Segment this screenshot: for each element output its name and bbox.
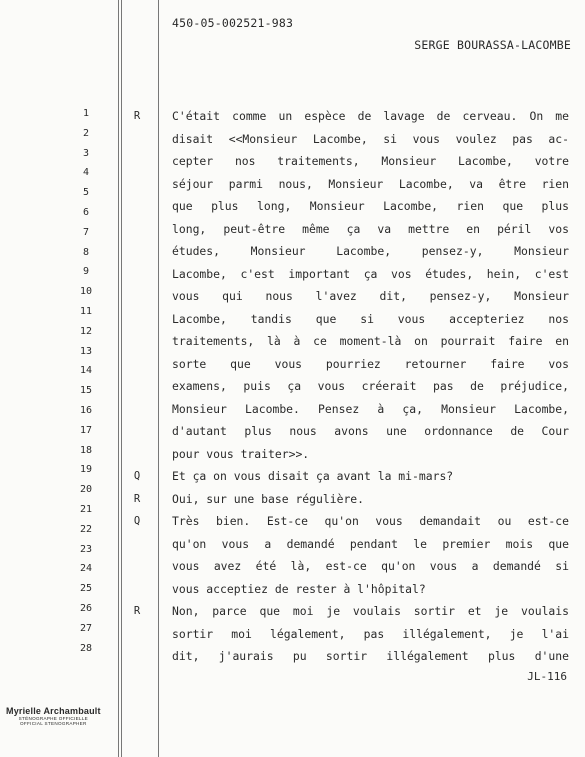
transcript-line: que plus long, Monsieur Lacombe, rien que plus: [172, 199, 569, 213]
line-number: 26: [79, 603, 93, 614]
transcript-line: études, Monsieur Lacombe, pensez-y, Monsieur: [172, 244, 569, 258]
line-number: 25: [79, 583, 93, 595]
transcript-line: Et ça on vous disait ça avant la mi-mars?: [172, 469, 454, 483]
transcript-line: Lacombe, tandis que si vous accepteriez nos: [172, 311, 569, 326]
transcript-line: vous avez été là, est-ce qu'on vous a demandé si: [172, 559, 569, 573]
speaker-marker: Q: [133, 470, 141, 482]
speaker-marker: R: [133, 110, 141, 122]
line-number: 9: [82, 266, 90, 278]
line-number: 5: [82, 187, 90, 199]
line-number: 18: [79, 444, 93, 456]
transcript-line: sorte que vous pourriez retourner faire vos: [172, 356, 569, 371]
line-number: 12: [79, 325, 93, 337]
line-number: 27: [79, 622, 93, 634]
transcript-line: Oui, sur une base régulière.: [172, 491, 365, 506]
line-number: 7: [82, 226, 90, 238]
transcript-line: Monsieur Lacombe. Pensez à ça, Monsieur Lacombe,: [172, 401, 569, 416]
speaker-marker: Q: [133, 515, 141, 527]
margin-rule: [158, 0, 159, 757]
line-number: 20: [79, 484, 93, 496]
line-number: 22: [79, 523, 93, 535]
file-number: 450-05-002521-983: [172, 16, 294, 30]
transcript-line: vous acceptiez de rester à l'hôpital?: [172, 581, 426, 596]
page-code: JL-116: [527, 670, 567, 683]
transcript-line: examens, puis ça vous créerait pas de préjudice,: [172, 379, 569, 393]
stenographer-name: Myrielle Archambault: [6, 706, 101, 716]
transcript-line: traitements, là à ce moment-là on pourrait faire en: [172, 334, 569, 348]
transcript-line: C'était comme un espèce de lavage de cerveau. On me: [172, 109, 569, 123]
line-number: 24: [79, 563, 93, 575]
line-number: 1: [82, 108, 90, 119]
transcript-line: séjour parmi nous, Monsieur Lacombe, va être rien: [172, 176, 569, 191]
line-number: 21: [79, 504, 93, 515]
transcript-line: pour vous traiter>>.: [172, 446, 310, 461]
transcript-line: d'autant plus nous avons une ordonnance de Cour: [172, 424, 569, 438]
line-number: 19: [79, 464, 93, 476]
stenographer-title-fr: STÉNOGRAPHE OFFICIELLE: [18, 716, 89, 721]
line-number: 4: [82, 167, 90, 179]
transcript-line: qu'on vous a demandé pendant le premier mois que: [172, 536, 569, 551]
line-number: 8: [82, 246, 90, 258]
transcript-line: Non, parce que moi je voulais sortir et je voulais: [172, 604, 569, 618]
line-number: 17: [79, 424, 93, 436]
line-number: 2: [82, 127, 90, 139]
line-number: 13: [79, 345, 93, 357]
line-number: 3: [82, 147, 90, 159]
line-number: 14: [79, 365, 93, 377]
speaker-marker: R: [133, 492, 141, 505]
transcript-line: vous qui nous l'avez dit, pensez-y, Monsieur: [172, 289, 569, 303]
speaker-marker: R: [133, 605, 141, 617]
transcript-line: disait <<Monsieur Lacombe, si vous voulez pas ac-: [172, 131, 569, 146]
stenographer-stamp: [6, 706, 101, 726]
transcript-line: Très bien. Est-ce qu'on vous demandait ou est-ce: [172, 514, 569, 528]
transcript-line: sortir moi légalement, pas illégalement, je l'ai: [172, 626, 569, 641]
line-number: 16: [79, 405, 93, 416]
transcript-line: dit, j'aurais pu sortir illégalement plus d'une: [172, 649, 569, 663]
line-number: 6: [82, 207, 90, 218]
transcript-line: long, peut-être même ça va mettre en péril vos: [172, 221, 569, 236]
line-number: 15: [79, 385, 93, 397]
line-number: 28: [79, 642, 93, 654]
margin-rule: [118, 0, 119, 757]
witness-name: SERGE BOURASSA-LACOMBE: [414, 38, 571, 52]
stenographer-title-en: OFFICIAL STENOGRAPHER: [20, 721, 87, 726]
line-number: 11: [79, 306, 93, 317]
transcript-line: Lacombe, c'est important ça vos études, hein, c'est: [172, 266, 569, 281]
line-number: 23: [79, 543, 93, 555]
line-number: 10: [79, 286, 93, 298]
transcript-line: cepter nos traitements, Monsieur Lacombe, votre: [172, 154, 569, 168]
